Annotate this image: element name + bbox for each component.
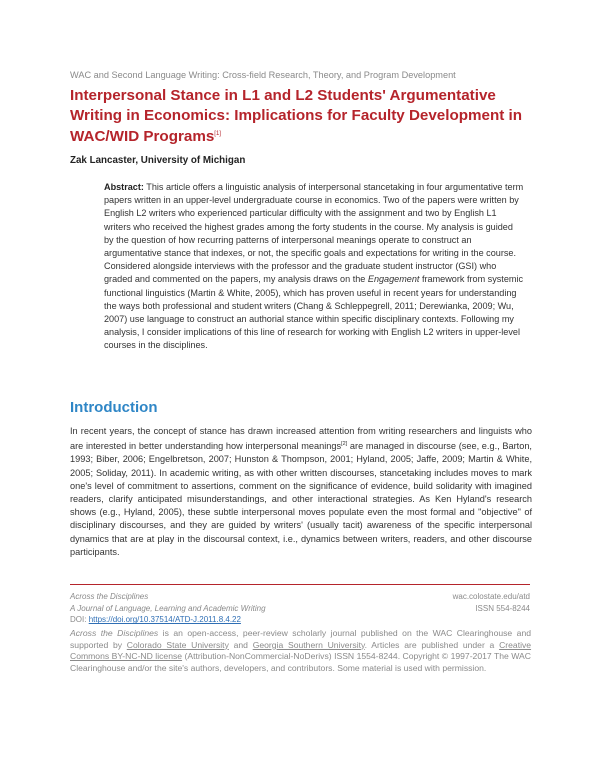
article-title-text: Interpersonal Stance in L1 and L2 Students' Argumentative Writing in Economics: Implications for Faculty Development in WAC/WID Programs — [70, 87, 523, 146]
intro-text-2: are managed in discourse (see, e.g., Barton, 1993; Biber, 2006; Engelbretson, 2007; Hunston & Thompson, 2001; Hyland, 2005; Jaffe, 2009; Martin & White, 2005; Soliday, 2011). In academic writing, as with other written discourses, stancetaking includes moves to mark one's level of commitment to assertions, comment on the significance of evidence, build solidarity with imagined readers, clarify anticipated misunderstandings, and other interactional strategies. As Ken Hyland's research shows (e.g., Hyland, 2005), these subtle interpersonal moves populate even the most formal and "objective" of disciplinary discourses, and they are guided by writers' (usually tacit) awareness of the specific interpersonal dynamics that are at play in the discoursal context, i.e., dynamics between writers, readers, and other discourse participants. — [70, 441, 532, 557]
license-text — [70, 628, 531, 674]
license-t1: is an open-access, peer-review scholarly journal published on the WAC Clearinghouse and supported by — [70, 628, 531, 650]
footer-journal-subtitle: A Journal of Language, Learning and Academic Writing — [70, 603, 266, 613]
footer-issn: ISSN 554-8244 — [475, 603, 530, 613]
series-title: WAC and Second Language Writing: Cross-field Research, Theory, and Program Development — [70, 70, 456, 80]
gsu-link[interactable]: Georgia Southern University — [252, 639, 365, 650]
introduction-paragraph — [70, 425, 532, 559]
license-t3: . Articles are published under a — [364, 639, 495, 650]
footer-doi-link[interactable]: https://doi.org/10.37514/ATD-J.2011.8.4.22 — [88, 615, 241, 625]
intro-note-link[interactable]: [2] — [341, 441, 348, 448]
footer-divider — [70, 584, 530, 585]
title-note-link[interactable]: [1] — [214, 131, 221, 137]
footer-journal-info — [70, 591, 266, 626]
footer-site-info — [453, 591, 530, 614]
license-journal: Across the Disciplines — [70, 628, 159, 638]
license-t4: (Attribution-NonCommercial-NoDerivs) ISSN 1554-8244. Copyright © 1997-2017 The WAC Clearinghouse and/or the site's authors, developers, and contributors. Some material is used with permission. — [70, 651, 531, 673]
csu-link[interactable]: Colorado State University — [126, 639, 229, 650]
abstract-text-2: framework from systemic functional linguistics (Martin & White, 2005), which has proven useful in recent years for understanding the ways both professional and student writers (Chang & Schleppegrell, 2011; Derewianka, 2009; Wu, 2007) use language to construct an authorial stance within specific disciplinary contexts. Following my analysis, I consider implications of this line of research for working with English L2 writers in upper-level courses in the disciplines. — [104, 274, 524, 351]
footer-doi-label: DOI: — [70, 615, 87, 625]
author-line: Zak Lancaster, University of Michigan — [70, 155, 246, 166]
abstract-text-1: This article offers a linguistic analysis of interpersonal stancetaking in four argumentative term papers written in an upper-level undergraduate course in economics. Two of the papers were written by English L2 writers who experienced particular difficulty with the assignment and two by English L1 writers who received the highest grades among the forty students in the course. My analysis is guided by the question of how recurring patterns of interpersonal meanings operate to construct an argumentative stance that indexes, or not, the specific goals and expectations for writing in the course. Considered alongside interviews with the professor and the graduate student instructor (GSI) who graded and commented on the papers, my analysis draws on the — [104, 182, 524, 285]
introduction-heading: Introduction — [70, 399, 158, 416]
intro-text-1: In recent years, the concept of stance has drawn increased attention from writing researchers and linguists who are interested in better understanding how interpersonal meanings — [70, 426, 532, 452]
cc-license-link[interactable]: Creative Commons BY-NC-ND license — [70, 639, 532, 662]
license-t2: and — [233, 639, 248, 650]
article-title — [70, 86, 540, 147]
abstract-label: Abstract: — [104, 182, 144, 192]
abstract — [104, 181, 524, 353]
footer-site[interactable]: wac.colostate.edu/atd — [452, 592, 530, 601]
abstract-italic-term: Engagement — [367, 274, 420, 285]
footer-journal-name: Across the Disciplines — [70, 592, 149, 601]
